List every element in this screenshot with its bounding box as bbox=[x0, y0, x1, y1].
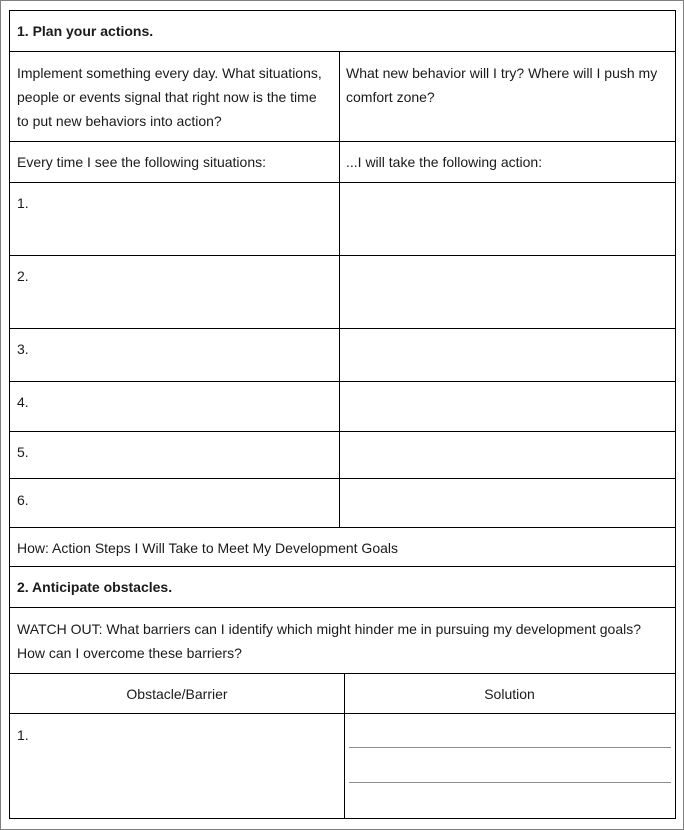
action-row-6[interactable] bbox=[339, 479, 675, 527]
action-row-3[interactable] bbox=[339, 329, 675, 381]
behavior-prompt: What new behavior will I try? Where will I push my comfort zone? bbox=[346, 65, 658, 105]
situation-row-1[interactable]: 1. bbox=[17, 195, 29, 211]
how-action-steps-label: How: Action Steps I Will Take to Meet My Development Goals bbox=[17, 540, 399, 556]
section-1-title: 1. Plan your actions. bbox=[17, 23, 154, 39]
situations-header: Every time I see the following situations: bbox=[17, 154, 267, 170]
action-row-5[interactable] bbox=[339, 432, 675, 478]
solution-write-line-1 bbox=[349, 747, 671, 748]
situations-prompt: Implement something every day. What situations, people or events signal that right now is the time to put new behaviors into action? bbox=[17, 65, 322, 129]
situation-row-6[interactable]: 6. bbox=[17, 492, 29, 508]
action-header: ...I will take the following action: bbox=[346, 154, 543, 170]
action-row-1[interactable] bbox=[339, 183, 675, 255]
obstacle-column-header: Obstacle/Barrier bbox=[126, 686, 228, 702]
situation-row-2[interactable]: 2. bbox=[17, 268, 29, 284]
obstacle-row-1[interactable]: 1. bbox=[17, 727, 29, 743]
solution-column-header: Solution bbox=[484, 686, 535, 702]
obstacles-table bbox=[9, 566, 676, 819]
watch-out-prompt: WATCH OUT: What barriers can I identify which might hinder me in pursuing my development goals? How can I overcome these barriers? bbox=[17, 621, 642, 661]
action-row-2[interactable] bbox=[339, 256, 675, 328]
solution-row-1[interactable] bbox=[344, 714, 675, 818]
situation-row-5[interactable]: 5. bbox=[17, 444, 29, 460]
section-2-title: 2. Anticipate obstacles. bbox=[17, 579, 173, 595]
situation-row-4[interactable]: 4. bbox=[17, 394, 29, 410]
action-row-4[interactable] bbox=[339, 382, 675, 431]
situation-row-3[interactable]: 3. bbox=[17, 341, 29, 357]
solution-write-line-2 bbox=[349, 782, 671, 783]
action-plan-table bbox=[9, 10, 676, 567]
